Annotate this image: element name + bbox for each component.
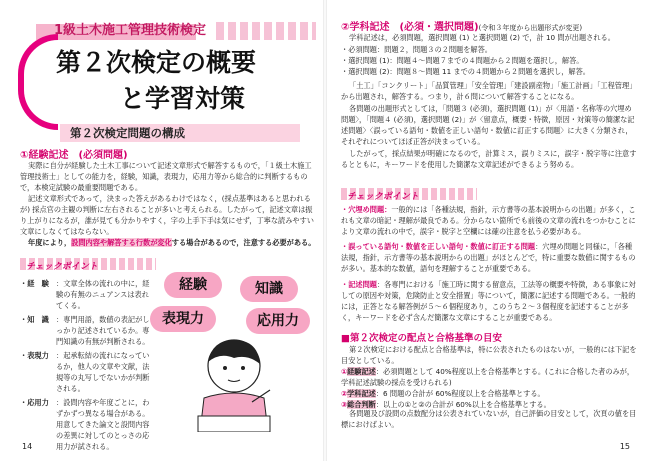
paragraph-3b: する場合があるので，注意する必要がある。 <box>171 238 316 247</box>
paragraph-r5: 第２次検定における配点と合格基準は，特に公表されたものはないが，一般的には下記を目安としている。 <box>341 345 637 365</box>
section-heading-text: 第２次検定問題の構成 <box>70 126 185 140</box>
paragraph-3 <box>20 237 316 248</box>
score-head: 経験記述 <box>347 367 376 376</box>
score-desc: ：以上の①と②の合計が 60%以上を合格基準とする。 <box>375 400 551 409</box>
paragraph-1: 実際に自分が経験した土木工事について記述文章形式で解答するもので，「１級土木施工管理技術士」としての能力を，経験，知識，表現力，応用力等から総合的に判断するもので，本検定試験の最重要問題である。 <box>20 161 312 192</box>
paragraph-3a: 年度により， <box>28 238 72 247</box>
checkpoint-head: ・記述問題 <box>341 280 377 289</box>
checkpoint-fill-in <box>341 204 637 237</box>
bubble-application: 応用力 <box>246 308 310 334</box>
bubble-experience: 経験 <box>164 272 222 298</box>
score-head: 総合判断 <box>347 400 376 409</box>
list-item <box>20 314 150 347</box>
list-item <box>20 350 150 394</box>
score-list <box>341 366 637 410</box>
subheading-note: (令和３年度から出題形式が変更) <box>478 24 583 32</box>
paragraph-2: 記述文章形式であって，決まった答えがあるわけではなく，(採点基準はあると思われるが) 採点官の主観の判断に左右されることが多いと考えられる。したがって，記述文章は振り上がりになるが，誰が見ても分かりやすく，字の上手下手は気にせず，丁寧な読みやすい文章にしなくてはならない。 <box>20 194 314 236</box>
page-number-right: 15 <box>619 442 630 451</box>
subheading-academic-text: ②学科記述 (必須・選択問題) <box>341 22 479 33</box>
checkpoint-text: ：各専門における「施工時に関する留意点，工法等の概要や特徴，ある事象に対しての原因や対策，危険防止と安全措置」等について，簡潔に記述する問題である。一般的には，正答となる解答例が５〜６個程度あり，このうち２〜３個程度を記述することが多く，キーワードを必ず含んだ簡潔な文章にすることが重要である。 <box>341 280 636 322</box>
list-item <box>20 397 150 452</box>
list-desc: ：文章全体の流れの中に，経験の有無のニュアンスは表れてくる。 <box>56 279 150 310</box>
bubble-knowledge: 知識 <box>240 276 298 302</box>
list-item: ・選択問題 (2)：問題８〜問題 11 までの４問題から２問題を選択し，解答。 <box>341 67 590 76</box>
checkpoint-description <box>341 279 637 323</box>
subheading-experience: ①経験記述 (必須問題) <box>20 150 128 161</box>
list-term: ・応用力 <box>20 398 49 407</box>
paragraph-r6: 各問題及び設問の点数配分は公表されていないが，自己評価の目安として，次頁の値を目標におけばよい。 <box>341 409 637 429</box>
list-item: ・必須問題：問題２，問題３の２問題を解答。 <box>341 45 492 54</box>
list-term: ・経 験 <box>20 279 49 288</box>
kicker <box>36 20 216 42</box>
page-title-line2: と学習対策 <box>120 84 246 113</box>
bubble-expression: 表現力 <box>150 306 216 332</box>
highlight-text: 設問内容や解答する行数が変化 <box>71 238 172 247</box>
paragraph-r3: 各問題の出題形式としては，「問題３ (必須)，選択問題 (1)」が〈用語・名称等の穴埋め問題〉，「問題４ (必須)，選択問題 (2)」が〈留意点，概要・特徴，原因・対策等の簡潔な記述問題〉〈誤っている語句・数値を正しい語句・数値に訂正する問題〉に大きく分類され，それぞれについてほぼ正答が決まっている。 <box>341 104 635 146</box>
list-desc: ：起承転結の流れになっているか，他人の文章や文献，法規等の丸写しでないかが判断される。 <box>56 351 150 393</box>
score-number: ③ <box>341 400 348 409</box>
section-heading <box>60 124 300 142</box>
score-desc: ：6 問題の合計が 60%程度以上を合格基準とする。 <box>375 389 545 398</box>
right-page <box>325 0 650 461</box>
checkpoint-text: 一般的には「各種法規，指針，示方書等の基本説明からの出題」が多く，これも文章の暗記・理解が最良である。分からない箇所でも前後の文章の流れをつかむことにより文章の流れの中で，誤字・脱字と空欄には確の注意を払う必要がある。 <box>341 205 636 236</box>
list-desc: ：設問内容や年度ごとに，わずかずつ異なる場合がある。用意してきた論文と設問内容の差異に対してのとっさの応用力が試される。 <box>56 398 150 451</box>
checkpoint-label: チェックポイント <box>26 262 98 272</box>
bullet-list <box>341 44 637 77</box>
list-item <box>20 278 150 311</box>
kicker-text: 1級土木施工管理技術検定 <box>54 23 207 38</box>
list-item: ・選択問題 (1)：問題４〜問題７までの４問題から２問題を選択し，解答。 <box>341 56 584 65</box>
paragraph-r1: 学科記述は，必須問題，選択問題 (1) と選択問題 (2) で，計 10 問が出題される。 <box>349 33 615 42</box>
checkpoint-header-right <box>341 184 477 202</box>
checkpoint-head: ・誤っている語句・数値を正しい語句・数値に訂正する問題 <box>341 242 536 251</box>
section-heading-scoring: ■第２次検定の配点と合格基準の目安 <box>341 333 502 344</box>
paragraph-r2: 「土工」「コンクリート」「品質管理」「安全管理」「建設副産物」「施工計画」「工程管理」から出題され，解答する。つまり，計６問について解答することになる。 <box>341 81 637 101</box>
score-number: ② <box>341 389 348 398</box>
subheading-academic <box>341 18 582 33</box>
checkpoint-list <box>20 278 150 452</box>
title-bracket <box>18 34 58 130</box>
score-desc: ：必須問題として 40%程度以上を合格基準とする。(これに合格した者のみが，学科記述試験の採点を受けられる) <box>341 367 635 387</box>
list-term: ・表現力 <box>20 351 49 360</box>
studying-person-illustration <box>178 336 290 432</box>
checkpoint-label: チェックポイント <box>347 192 419 202</box>
page-title-line1: 第２次検定の概要 <box>56 48 257 77</box>
list-item <box>341 366 637 388</box>
score-number: ① <box>341 367 348 376</box>
paragraph-r4: したがって，採点結果が明確になるので，計算ミス，誤りミスに，誤字・脱字等に注意するとともに，キーワードを使用した簡潔な文章記述ができるよう努める。 <box>341 149 637 169</box>
list-item <box>341 388 637 399</box>
skill-bubbles <box>150 268 310 338</box>
list-term: ・知 識 <box>20 315 49 324</box>
checkpoint-header <box>20 254 156 272</box>
score-head: 学科記述 <box>347 389 376 398</box>
checkpoint-correction <box>341 241 637 274</box>
checkpoint-head: ・穴埋め問題： <box>341 205 392 214</box>
checkpoint-text: ：穴埋め問題と同様に，「各種法規，指針，示方書等の基本説明からの出題」がほとんどで，特に重要な数値に関するものが多い。基本的な数値，語句を理解することが重要である。 <box>341 242 636 273</box>
page-number-left: 14 <box>22 442 33 451</box>
decorative-stripe <box>216 22 316 40</box>
list-desc: ：専門用語，数値の表記がしっかり記述されているか。専門知識の有無が判断される。 <box>56 315 150 346</box>
